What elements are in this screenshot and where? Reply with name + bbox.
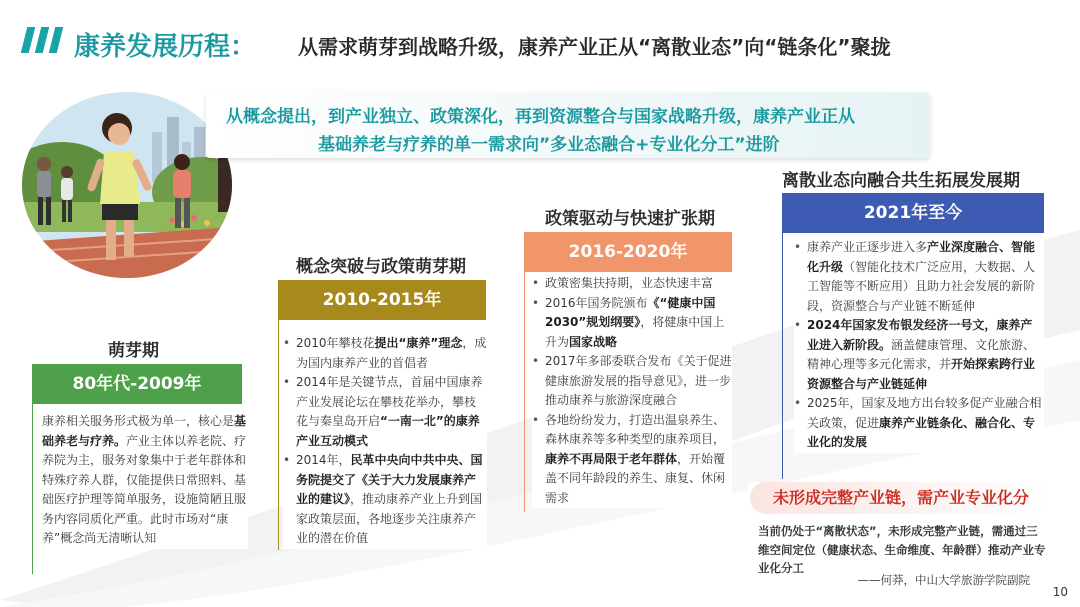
banner-line-1: 从概念提出，到产业独立、政策深化，再到资源整合与国家战略升级，康养产业正从: [226, 107, 855, 127]
stage-3-item: • 各地纷纷发力，打造出温泉养生、森林康养等多种类型的康养项目，康养不再局限于老年群体，开始覆盖不同年龄段的养生、康复、休闲需求: [532, 411, 732, 509]
stage-3-body: [532, 274, 732, 508]
stage-2-title: 概念突破与政策萌芽期: [296, 257, 466, 277]
runners-photo: [22, 92, 232, 278]
page-number: 10: [1052, 585, 1068, 599]
note-text: 当前仍处于“离散状态”，未形成完整产业链，需通过三维空间定位（健康状态、生命维度、年龄群）推动产业专业化分工: [758, 524, 1046, 575]
stage-3-title: 政策驱动与快速扩张期: [545, 209, 715, 229]
stage-4-title: 离散业态向融合共生拓展发展期: [782, 171, 1020, 191]
stage-4-body: [794, 238, 1044, 453]
stage-3-period: 2016-2020年: [524, 232, 732, 272]
stage-2-item: • 2014年是关键节点，首届中国康养产业发展论坛在攀枝花举办，攀枝花与秦皇岛开启“一南一北”的康养产业互动模式: [283, 373, 487, 451]
stage-4-period: 2021年至今: [782, 193, 1044, 233]
page-subtitle: 从需求萌芽到战略升级，康养产业正从“离散业态”向“链条化”聚拢: [298, 35, 891, 59]
banner-line-2: 基础养老与疗养的单一需求向”多业态融合+专业化分工”进阶: [318, 135, 780, 155]
stage-1-title: 萌芽期: [108, 341, 159, 361]
stage-2-body: [283, 334, 487, 549]
stage-4-item: • 2024年国家发布银发经济一号文，康养产业进入新阶段。涵盖健康管理、文化旅游、精神心理等多元化需求，并开始探索跨行业资源整合与产业链延伸: [794, 316, 1044, 394]
stage-2-item: • 2014年，民革中央向中共中央、国务院提交了《关于大力发展康养产业的建议》，推动康养产业上升到国家政策层面，各地逐步关注康养产业的潜在价值: [283, 451, 487, 549]
stage-1-text: [42, 412, 248, 549]
stage-3-item: • 政策密集扶持期，业态快速丰富: [532, 274, 732, 294]
note-heading: 未形成完整产业链，需产业专业化分: [750, 482, 1052, 514]
stage-3-item: • 2016年国务院颁布《“健康中国2030”规划纲要》，将健康中国上升为国家战略: [532, 294, 732, 353]
page-title: 康养发展历程：: [74, 32, 257, 62]
stage-2-line: [278, 320, 279, 550]
stage-2-item: • 2010年攀枝花提出“康养”理念，成为国内康养产业的首倡者: [283, 334, 487, 373]
stage-4-item: • 2025年，国家及地方出台较多促产业融合相关政策，促进康养产业链条化、融合化、专业化的发展: [794, 394, 1044, 453]
title-bars-icon: [22, 27, 64, 53]
summary-banner: [206, 92, 930, 158]
stage-4-line: [782, 233, 783, 479]
stage-1-text-part: 康养相关服务形式极为单一，核心是: [42, 414, 235, 428]
stage-1-text-part: 产业主体以养老院、疗养院为主，服务对象集中于老年群体和特殊疗养人群，仅能提供日常照料、基础医疗护理等简单服务，设施简陋且服务内容同质化严重。此时市场对“康养”概念尚无清晰认知: [42, 433, 247, 545]
stage-4-item: • 康养产业正逐步进入多产业深度融合、智能化升级（智能化技术广泛应用，大数据、人工智能等不断应用）且助力社会发展的新阶段，资源整合与产业链不断延伸: [794, 238, 1044, 316]
stage-3-line: [524, 272, 525, 512]
stage-3-item: • 2017年多部委联合发布《关于促进健康旅游发展的指导意见》，进一步推动康养与旅游深度融合: [532, 352, 732, 411]
expert-note: [748, 482, 1054, 598]
stage-1-text-bold: 基础养老与疗养。: [42, 414, 247, 448]
note-author: ——何莽，中山大学旅游学院副院: [857, 573, 1030, 587]
stage-2-period: 2010-2015年: [278, 280, 486, 320]
stage-1-line: [32, 404, 33, 574]
stage-1-period: 80年代-2009年: [32, 364, 242, 404]
stage-1-body: [42, 412, 248, 549]
